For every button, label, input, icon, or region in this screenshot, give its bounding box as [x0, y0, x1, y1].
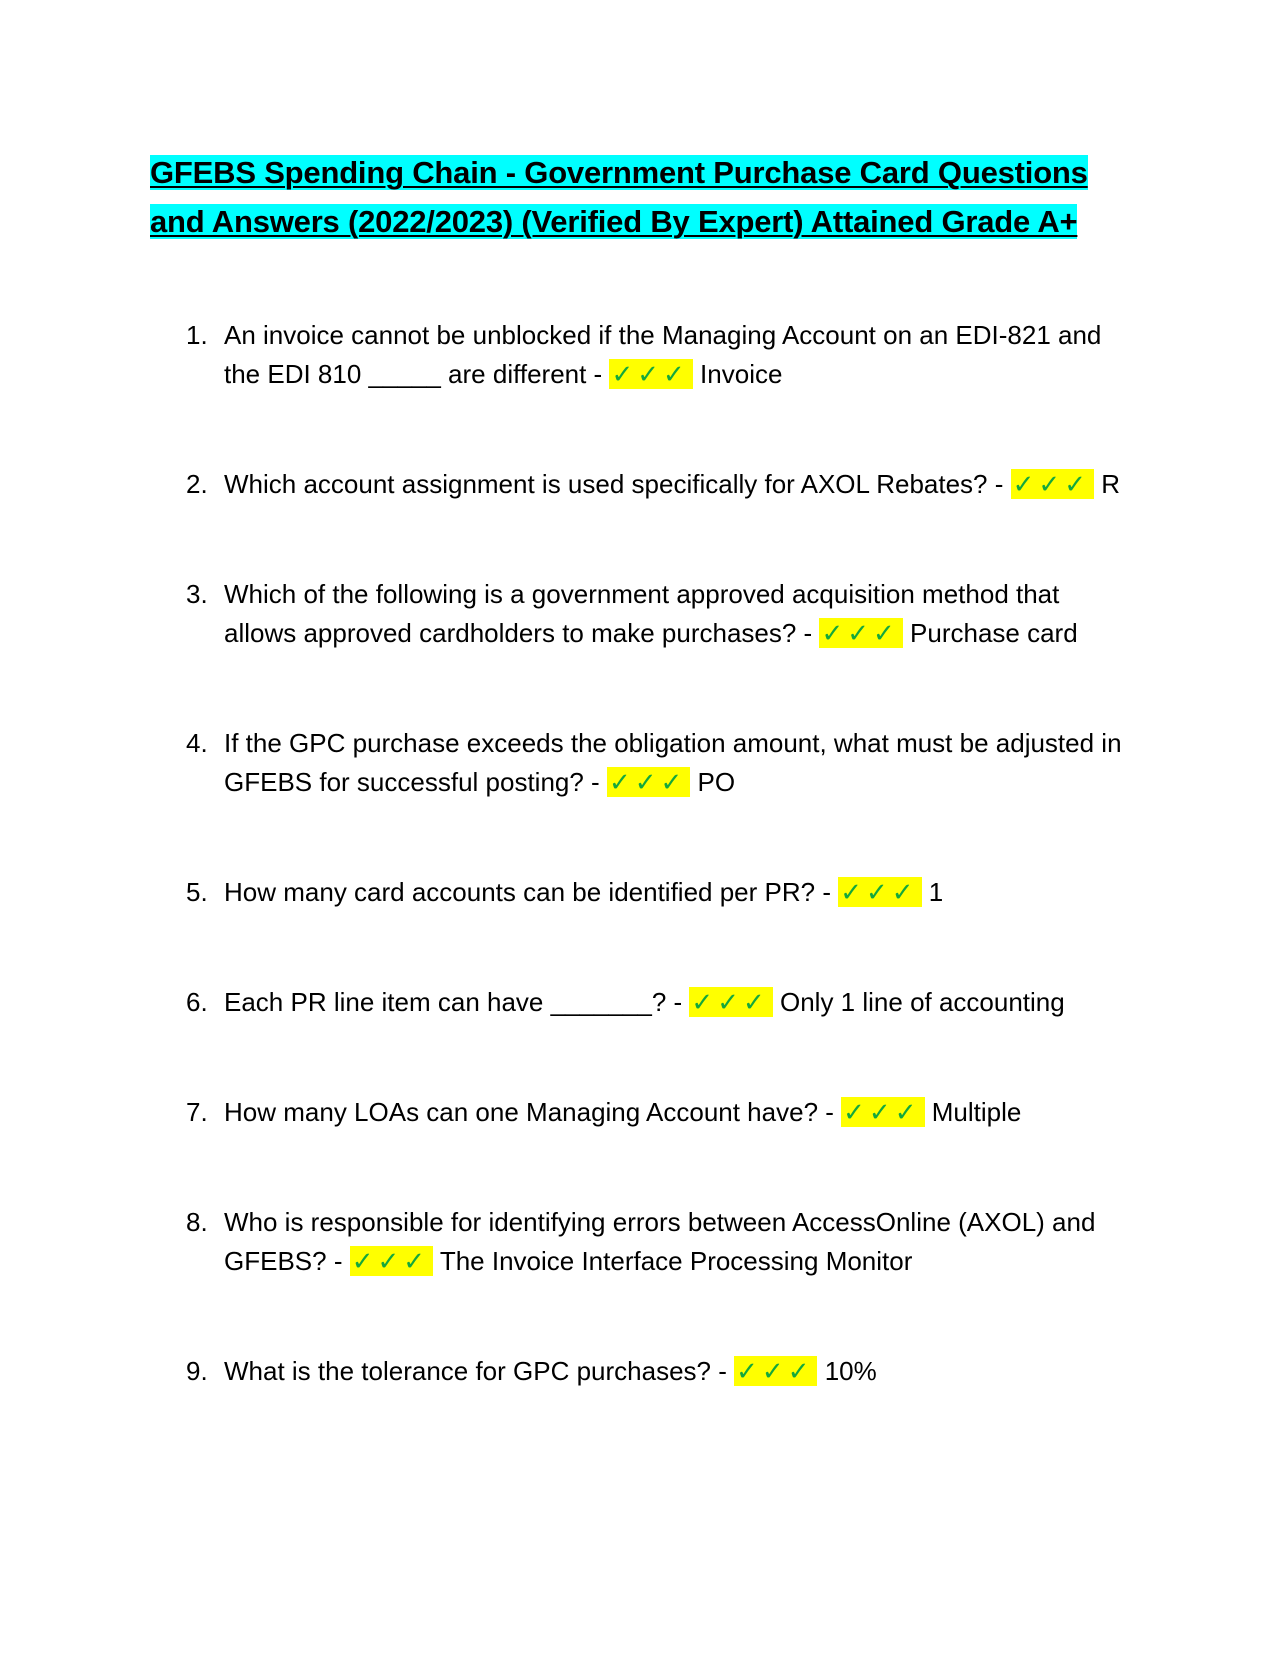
list-item — [186, 873, 1136, 912]
item-number: 9. — [186, 1356, 208, 1386]
answer-text: PO — [697, 766, 736, 797]
item-number: 8. — [186, 1207, 208, 1237]
item-number: 3. — [186, 579, 208, 609]
list-item — [186, 465, 1136, 504]
item-number: 2. — [186, 469, 208, 499]
item-text — [224, 873, 1136, 912]
question-text: How many LOAs can one Managing Account have? - — [224, 1097, 842, 1127]
item-text — [224, 724, 1136, 801]
answer-text: R — [1101, 469, 1121, 499]
question-text: Who is responsible for identifying errors between AccessOnline (AXOL) and GFEBS? - — [224, 1207, 1096, 1276]
answer-text: 10% — [824, 1356, 877, 1386]
answer-text: Invoice — [700, 358, 783, 389]
check-icon: ✓✓✓ — [819, 618, 902, 648]
list-item — [186, 724, 1136, 801]
check-icon: ✓✓✓ — [841, 1097, 924, 1127]
list-item — [186, 1352, 1136, 1391]
check-icon: ✓✓✓ — [607, 767, 690, 797]
page-title — [150, 148, 1140, 246]
check-icon: ✓✓✓ — [609, 359, 692, 389]
check-icon: ✓✓✓ — [838, 877, 921, 907]
answer-text: Only 1 line of accounting — [780, 987, 1065, 1017]
answer-text: Multiple — [931, 1097, 1022, 1127]
list-item — [186, 983, 1136, 1022]
item-text — [224, 1203, 1136, 1280]
answer-text: The Invoice Interface Processing Monitor — [439, 1245, 913, 1276]
check-icon: ✓✓✓ — [689, 987, 772, 1017]
item-text — [224, 983, 1136, 1022]
item-text — [224, 1093, 1136, 1132]
item-number: 7. — [186, 1097, 208, 1127]
answer-text: Purchase card — [910, 617, 1078, 648]
list-item — [186, 1093, 1136, 1132]
question-text: What is the tolerance for GPC purchases? - — [224, 1356, 735, 1386]
question-text: Each PR line item can have _______? - — [224, 987, 690, 1017]
list-item — [186, 316, 1136, 393]
item-text — [224, 465, 1136, 504]
item-number: 5. — [186, 877, 208, 907]
check-icon: ✓✓✓ — [350, 1246, 433, 1276]
list-item — [186, 575, 1136, 652]
item-text — [224, 316, 1136, 393]
item-text — [224, 1352, 1136, 1391]
question-text: How many card accounts can be identified per PR? - — [224, 877, 839, 907]
question-text: Which of the following is a government approved acquisition method that allows approved cardholders to make purchases? - — [224, 579, 1060, 648]
check-icon: ✓✓✓ — [734, 1356, 817, 1386]
item-number: 6. — [186, 987, 208, 1017]
item-number: 1. — [186, 320, 208, 350]
question-text: An invoice cannot be unblocked if the Managing Account on an EDI-821 and the EDI 810 _____ are different - — [224, 320, 1102, 389]
title-text: GFEBS Spending Chain - Government Purchase Card Questions and Answers (2022/2023) (Verified By Expert) Attained Grade A+ — [150, 155, 1088, 239]
item-number: 4. — [186, 728, 208, 758]
item-text — [224, 575, 1136, 652]
list-item — [186, 1203, 1136, 1280]
question-text: If the GPC purchase exceeds the obligation amount, what must be adjusted in GFEBS for successful posting? - — [224, 728, 1122, 797]
answer-text: 1 — [928, 877, 944, 907]
question-text: Which account assignment is used specifically for AXOL Rebates? - — [224, 469, 1011, 499]
check-icon: ✓✓✓ — [1011, 469, 1094, 499]
